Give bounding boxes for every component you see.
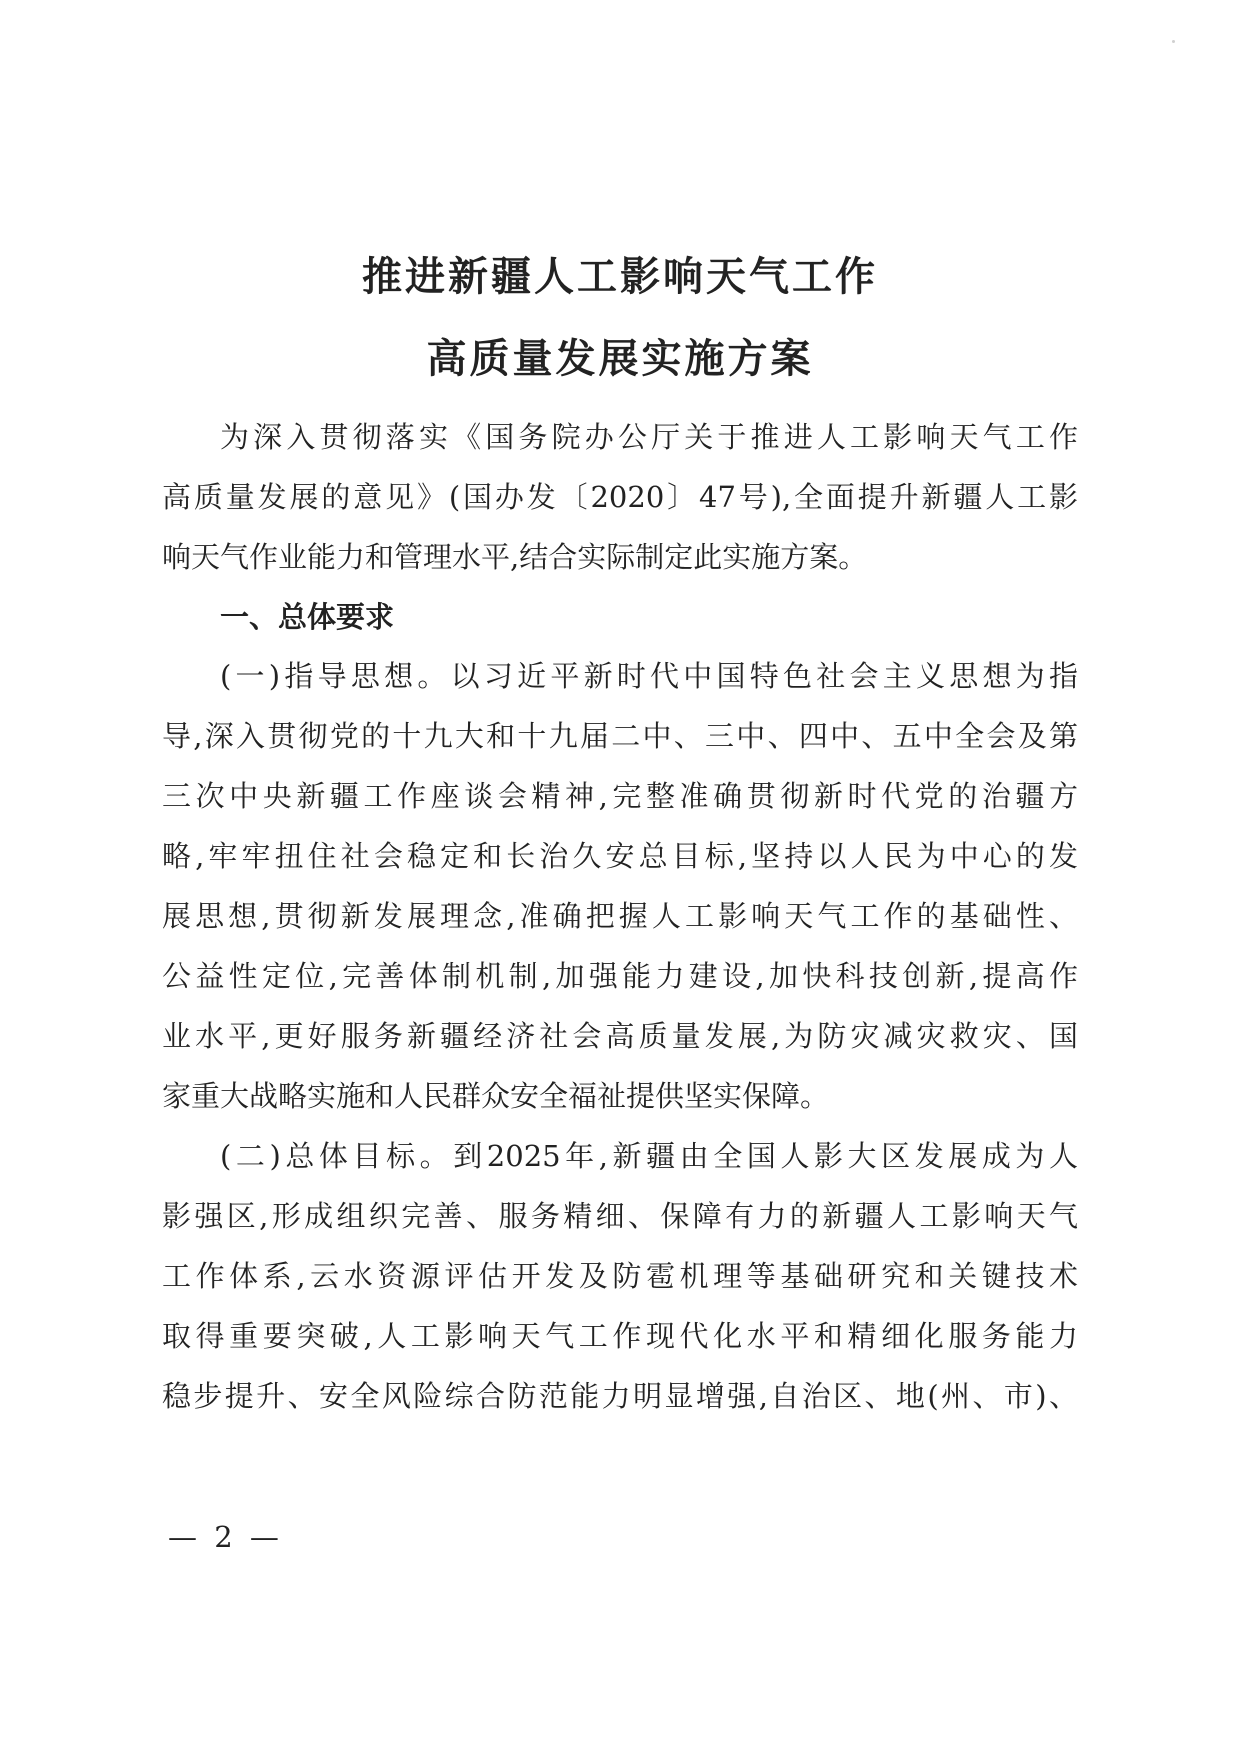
paragraph-guiding-line-6: 公益性定位,完善体制机制,加强能力建设,加快科技创新,提高作 [162, 959, 1078, 993]
paragraph-goal-line-3: 工作体系,云水资源评估开发及防雹机理等基础研究和关键技术 [162, 1259, 1078, 1293]
document-title-line-2: 高质量发展实施方案 [426, 335, 814, 382]
section-heading-general-requirements: 一、总体要求 [220, 600, 395, 634]
paragraph-guiding-line-2: 导,深入贯彻党的十九大和十九届二中、三中、四中、五中全会及第 [162, 719, 1078, 753]
paragraph-goal-line-1: (二)总体目标。到2025年,新疆由全国人影大区发展成为人 [220, 1139, 1078, 1173]
paragraph-guiding-line-1: (一)指导思想。以习近平新时代中国特色社会主义思想为指 [220, 659, 1078, 693]
paragraph-goal-line-2: 影强区,形成组织完善、服务精细、保障有力的新疆人工影响天气 [162, 1199, 1078, 1233]
paragraph-guiding-line-3: 三次中央新疆工作座谈会精神,完整准确贯彻新时代党的治疆方 [162, 779, 1078, 813]
paragraph-guiding-line-5: 展思想,贯彻新发展理念,准确把握人工影响天气工作的基础性、 [162, 899, 1078, 933]
paragraph-intro-line-2: 高质量发展的意见》(国办发〔2020〕47号),全面提升新疆人工影 [162, 480, 1078, 514]
scan-speck [1172, 40, 1175, 43]
paragraph-intro-line-1: 为深入贯彻落实《国务院办公厅关于推进人工影响天气工作 [220, 420, 1078, 454]
paragraph-intro-line-3: 响天气作业能力和管理水平,结合实际制定此实施方案。 [162, 540, 868, 574]
paragraph-guiding-line-7: 业水平,更好服务新疆经济社会高质量发展,为防灾减灾救灾、国 [162, 1019, 1078, 1053]
paragraph-goal-line-5: 稳步提升、安全风险综合防范能力明显增强,自治区、地(州、市)、 [162, 1379, 1078, 1413]
page-number: — 2 — [168, 1520, 283, 1554]
paragraph-guiding-line-8: 家重大战略实施和人民群众安全福祉提供坚实保障。 [162, 1079, 830, 1113]
paragraph-goal-line-4: 取得重要突破,人工影响天气工作现代化水平和精细化服务能力 [162, 1319, 1078, 1353]
document-title-line-1: 推进新疆人工影响天气工作 [362, 253, 878, 300]
paragraph-guiding-line-4: 略,牢牢扭住社会稳定和长治久安总目标,坚持以人民为中心的发 [162, 839, 1078, 873]
